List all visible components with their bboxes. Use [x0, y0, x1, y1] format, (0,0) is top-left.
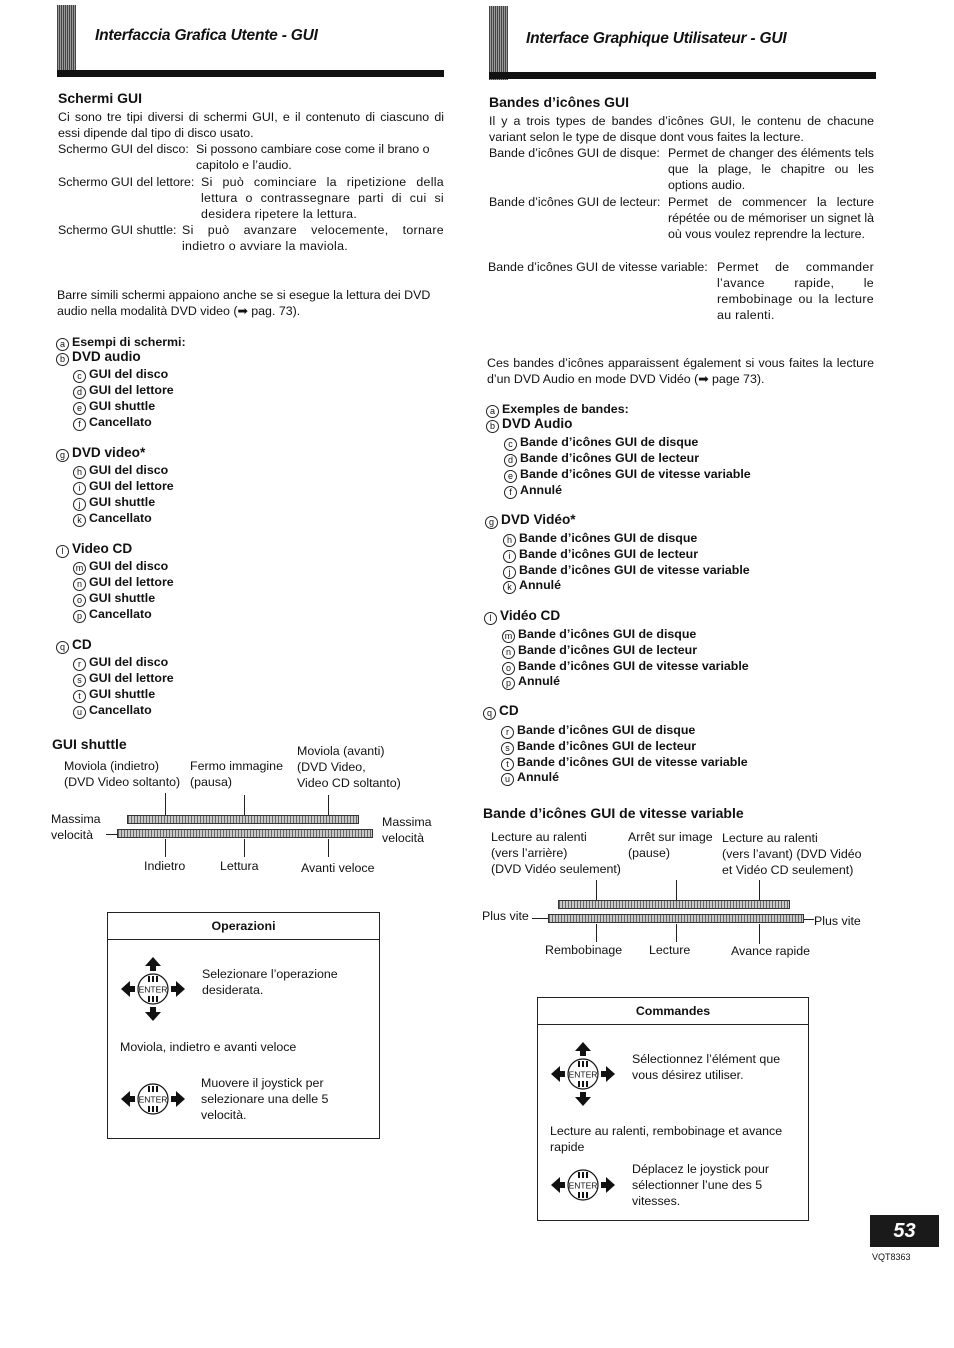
item-label: Bande d’icônes GUI de disque	[517, 723, 696, 737]
shuttle-leader	[106, 834, 118, 835]
item-label: Cancellato	[89, 703, 152, 717]
letter-marker: l	[484, 612, 497, 625]
vitesse-label-vcd-seul: et Vidéo CD seulement)	[722, 863, 854, 877]
shuttle-tick	[165, 839, 166, 857]
list-item	[504, 450, 699, 467]
def-term: Schermo GUI del disco:	[58, 142, 189, 156]
item-label: Bande d’icônes GUI de vitesse variable	[519, 563, 750, 577]
joystick-4way-icon	[549, 1040, 617, 1108]
vitesse-tick	[759, 880, 760, 900]
list-item	[73, 558, 168, 575]
shuttle-max-left-2: velocità	[51, 828, 94, 842]
list-item	[73, 670, 174, 687]
letter-marker: o	[73, 594, 86, 607]
item-label: Annulé	[518, 674, 560, 688]
letter-marker: d	[504, 454, 517, 467]
ops-title: Operazioni	[108, 913, 379, 940]
right-vitesse-title: Bande d’icônes GUI de vitesse variable	[483, 805, 744, 821]
item-label: GUI del disco	[89, 367, 169, 381]
vitesse-leader	[532, 918, 548, 919]
left-group-dvd-audio	[56, 349, 141, 366]
letter-marker: h	[503, 534, 516, 547]
document-code: VQT8363	[872, 1252, 911, 1262]
enter-label: ENTER	[568, 1180, 598, 1191]
def-desc: Si può cominciare la ripetizione della lettura o contrassegnare parti di cui si desidera ripetere la lettura.	[201, 175, 444, 221]
letter-marker: s	[73, 674, 86, 687]
right-bandes-title: Bandes d’icônes GUI	[489, 94, 630, 110]
item-label: GUI del disco	[89, 655, 169, 669]
letter-marker: q	[56, 641, 69, 654]
left-barre-note: Barre simili schermi appaiono anche se si esegue la lettura dei DVD audio nella modalità DVD video (➡ pag. 73).	[57, 288, 431, 318]
left-def-shuttle	[58, 222, 444, 254]
list-item	[73, 494, 155, 511]
letter-marker: m	[502, 630, 515, 643]
left-group-cd	[56, 637, 92, 654]
list-item	[504, 434, 698, 451]
shuttle-label-indietro: Indietro	[144, 859, 186, 873]
enter-label: ENTER	[568, 1069, 598, 1080]
item-label: Cancellato	[89, 511, 152, 525]
letter-marker: r	[501, 726, 514, 739]
right-group-cd	[483, 703, 519, 720]
shuttle-label-pausa: (pausa)	[190, 775, 233, 789]
letter-marker: a	[486, 405, 499, 418]
joystick-lr-icon	[549, 1165, 617, 1205]
list-item	[73, 478, 174, 495]
item-label: GUI shuttle	[89, 399, 156, 413]
list-item	[73, 606, 152, 623]
vitesse-label-dvd-seul: (DVD Vidéo seulement)	[491, 862, 621, 876]
right-group-dvd-video	[485, 512, 576, 529]
letter-marker: t	[501, 758, 514, 771]
list-item	[73, 574, 174, 591]
def-desc: Permet de commencer la lecture répétée ou de mémoriser un signet là où vous voulez reprendre la lecture.	[668, 195, 874, 241]
def-term: Bande d’icônes GUI de lecteur:	[489, 195, 661, 209]
list-item	[501, 722, 695, 739]
list-item	[73, 398, 155, 415]
def-desc: Si possono cambiare cose come il brano o capitolo e l’audio.	[196, 142, 430, 172]
item-label: Bande d’icônes GUI de vitesse variable	[517, 755, 748, 769]
left-shuttle-title: GUI shuttle	[52, 736, 127, 752]
left-header-block	[57, 5, 76, 77]
letter-marker: u	[73, 706, 86, 719]
vitesse-leader	[804, 919, 814, 920]
left-schermi-title: Schermi GUI	[58, 90, 143, 106]
item-label: GUI del lettore	[89, 383, 174, 397]
list-item	[502, 642, 697, 659]
right-group-dvd-audio	[486, 416, 572, 433]
vitesse-label-rembobinage: Rembobinage	[545, 943, 623, 957]
shuttle-bar-lower	[117, 829, 373, 838]
def-term: Bande d’icônes GUI de vitesse variable:	[488, 260, 708, 274]
letter-marker: h	[73, 466, 86, 479]
list-item	[73, 590, 155, 607]
letter-marker: q	[483, 707, 496, 720]
list-item	[73, 686, 155, 703]
list-item	[501, 738, 696, 755]
left-header-title: Interfaccia Grafica Utente - GUI	[95, 27, 318, 44]
right-ces-note: Ces bandes d’icônes apparaissent également si vous faites la lecture d’un DVD Audio en mode DVD Vidéo (➡ page 73).	[487, 356, 874, 386]
letter-marker: m	[73, 562, 86, 575]
letter-marker: i	[73, 482, 86, 495]
right-group-video-cd	[484, 608, 560, 625]
shuttle-max-right-1: Massima	[382, 815, 432, 829]
list-item	[504, 466, 751, 483]
letter-marker: e	[504, 470, 517, 483]
shuttle-label-fermo: Fermo immagine	[190, 759, 283, 773]
def-desc: Permet de changer des éléments tels que la plage, le chapitre ou les options audio.	[668, 146, 874, 192]
left-intro: Ci sono tre tipi diversi di schermi GUI, e il contenuto di ciascuno di essi dipende dal tipo di disco usato.	[58, 110, 444, 140]
esempi-label: Esempi di schermi:	[72, 335, 186, 349]
item-label: Bande d’icônes GUI de lecteur	[519, 547, 699, 561]
right-def-vitesse	[488, 259, 874, 323]
group-label: DVD Vidéo*	[501, 512, 576, 527]
letter-marker: i	[503, 550, 516, 563]
vitesse-label-vers-avant: (vers l’avant) (DVD Vidéo	[722, 847, 862, 861]
joystick-4way-icon	[119, 955, 187, 1023]
item-label: Bande d’icônes GUI de vitesse variable	[518, 659, 749, 673]
list-item	[502, 626, 696, 643]
group-label: Video CD	[72, 541, 133, 556]
shuttle-label-moviola-avanti: Moviola (avanti)	[297, 744, 385, 758]
group-label: Vidéo CD	[500, 608, 561, 623]
vitesse-label-lecture: Lecture	[649, 943, 691, 957]
item-label: Bande d’icônes GUI de lecteur	[518, 643, 698, 657]
vitesse-label-pause: (pause)	[628, 846, 671, 860]
letter-marker: c	[73, 370, 86, 383]
shuttle-label-avanti: Avanti veloce	[301, 861, 375, 875]
cmd-title: Commandes	[538, 998, 808, 1025]
cmd-joy-text: Déplacez le joystick pour sélectionner l’une des 5 vitesses.	[632, 1162, 770, 1208]
left-operations-box	[107, 912, 380, 1139]
cmd-mid-text: Lecture au ralenti, rembobinage et avance rapide	[550, 1124, 783, 1154]
shuttle-max-left-1: Massima	[51, 812, 101, 826]
letter-marker: e	[73, 402, 86, 415]
letter-marker: d	[73, 386, 86, 399]
item-label: Bande d’icônes GUI de lecteur	[517, 739, 697, 753]
item-label: Bande d’icônes GUI de disque	[519, 531, 698, 545]
vitesse-plus-vite-right: Plus vite	[814, 914, 861, 928]
letter-marker: o	[502, 662, 515, 675]
right-header-block	[489, 6, 508, 80]
left-def-lettore	[58, 174, 444, 222]
enter-label: ENTER	[138, 1094, 168, 1105]
list-item	[73, 382, 174, 399]
item-label: GUI shuttle	[89, 495, 156, 509]
letter-marker: n	[73, 578, 86, 591]
letter-marker: s	[501, 742, 514, 755]
cmd-select-text: Sélectionnez l’élément que vous désirez utiliser.	[632, 1052, 781, 1082]
right-def-disque	[489, 145, 874, 193]
list-item	[504, 482, 562, 499]
item-label: Annulé	[517, 770, 559, 784]
shuttle-bar-upper	[127, 815, 359, 824]
shuttle-tick	[244, 795, 245, 815]
item-label: GUI shuttle	[89, 591, 156, 605]
vitesse-bar-lower	[548, 914, 804, 923]
item-label: GUI del lettore	[89, 575, 174, 589]
def-term: Schermo GUI del lettore:	[58, 175, 195, 189]
vitesse-label-avance: Avance rapide	[731, 944, 810, 958]
item-label: Annulé	[519, 578, 561, 592]
shuttle-tick	[165, 793, 166, 815]
page-number: 53	[870, 1215, 939, 1247]
def-desc: Si può avanzare velocemente, tornare indietro o avviare la maviola.	[182, 223, 444, 253]
vitesse-tick	[596, 924, 597, 942]
item-label: Annulé	[520, 483, 562, 497]
ops-joy-text: Muovere il joystick per selezionare una delle 5 velocità.	[201, 1076, 329, 1122]
list-item	[73, 414, 152, 431]
list-item	[502, 673, 560, 690]
list-item	[73, 462, 168, 479]
def-term: Schermo GUI shuttle:	[58, 223, 177, 237]
letter-marker: k	[73, 514, 86, 527]
def-term: Bande d’icônes GUI de disque:	[489, 146, 660, 160]
enter-label: ENTER	[138, 984, 168, 995]
item-label: GUI del lettore	[89, 671, 174, 685]
list-item	[503, 546, 698, 563]
letter-marker: b	[56, 353, 69, 366]
letter-marker: p	[73, 610, 86, 623]
letter-marker: b	[486, 420, 499, 433]
vitesse-label-arret: Arrêt sur image	[628, 830, 713, 844]
letter-marker: n	[502, 646, 515, 659]
item-label: Cancellato	[89, 415, 152, 429]
vitesse-plus-vite-left: Plus vite	[482, 909, 529, 923]
vitesse-tick	[676, 880, 677, 900]
vitesse-tick	[596, 880, 597, 900]
vitesse-tick	[759, 924, 760, 944]
group-label: DVD video*	[72, 445, 146, 460]
shuttle-label-dvd-video: (DVD Video,	[297, 760, 366, 774]
right-header-rule	[489, 72, 876, 79]
item-label: Bande d’icônes GUI de lecteur	[520, 451, 700, 465]
ops-select-text: Selezionare l’operazione desiderata.	[202, 967, 338, 997]
letter-marker: r	[73, 658, 86, 671]
vitesse-tick	[676, 924, 677, 942]
letter-marker: u	[501, 773, 514, 786]
shuttle-label-moviola-indietro: Moviola (indietro)	[64, 759, 160, 773]
letter-marker: k	[503, 581, 516, 594]
list-item	[503, 577, 561, 594]
letter-marker: g	[56, 449, 69, 462]
item-label: GUI del lettore	[89, 479, 174, 493]
item-label: Cancellato	[89, 607, 152, 621]
list-item	[503, 530, 697, 547]
letter-marker: j	[73, 498, 86, 511]
shuttle-tick	[328, 839, 329, 857]
letter-marker: g	[485, 516, 498, 529]
item-label: GUI del disco	[89, 559, 169, 573]
left-group-video-cd	[56, 541, 132, 558]
def-desc: Permet de commander l’avance rapide, le rembobinage ou la lecture au ralenti.	[717, 260, 874, 322]
list-item	[73, 366, 168, 383]
vitesse-label-ralenti-arriere: Lecture au ralenti	[491, 830, 587, 844]
shuttle-tick	[328, 795, 329, 815]
letter-marker: l	[56, 545, 69, 558]
shuttle-label-dvd-only: (DVD Video soltanto)	[64, 775, 181, 789]
vitesse-label-vers-arriere: (vers l’arrière)	[491, 846, 568, 860]
vitesse-label-ralenti-avant: Lecture au ralenti	[722, 831, 818, 845]
item-label: Bande d’icônes GUI de vitesse variable	[520, 467, 751, 481]
item-label: Bande d’icônes GUI de disque	[520, 435, 699, 449]
list-item	[73, 702, 152, 719]
group-label: CD	[499, 703, 519, 718]
right-header-title: Interface Graphique Utilisateur - GUI	[526, 30, 787, 47]
vitesse-bar-upper	[558, 900, 790, 909]
item-label: GUI del disco	[89, 463, 169, 477]
list-item	[73, 510, 152, 527]
left-def-disco	[58, 141, 444, 173]
group-label: DVD Audio	[502, 416, 573, 431]
right-def-lecteur	[489, 194, 874, 242]
letter-marker: c	[504, 438, 517, 451]
letter-marker: j	[503, 566, 516, 579]
shuttle-max-right-2: velocità	[382, 831, 425, 845]
right-intro: Il y a trois types de bandes d’icônes GUI, le contenu de chacune variant selon le type de disque dont vous faites la lecture.	[489, 114, 874, 144]
letter-marker: f	[73, 418, 86, 431]
right-commands-box	[537, 997, 809, 1221]
joystick-lr-icon	[119, 1079, 187, 1119]
letter-marker: p	[502, 677, 515, 690]
letter-marker: f	[504, 486, 517, 499]
group-label: DVD audio	[72, 349, 141, 364]
shuttle-label-vcd-only: Video CD soltanto)	[297, 776, 401, 790]
left-header-rule	[57, 70, 444, 77]
item-label: GUI shuttle	[89, 687, 156, 701]
ops-mid-text: Moviola, indietro e avanti veloce	[120, 1040, 297, 1054]
shuttle-label-lettura: Lettura	[220, 859, 259, 873]
shuttle-tick	[244, 839, 245, 857]
list-item	[73, 654, 168, 671]
list-item	[501, 769, 559, 786]
exemples-label: Exemples de bandes:	[502, 402, 629, 416]
letter-marker: a	[56, 338, 69, 351]
item-label: Bande d’icônes GUI de disque	[518, 627, 697, 641]
letter-marker: t	[73, 690, 86, 703]
left-group-dvd-video	[56, 445, 145, 462]
group-label: CD	[72, 637, 92, 652]
